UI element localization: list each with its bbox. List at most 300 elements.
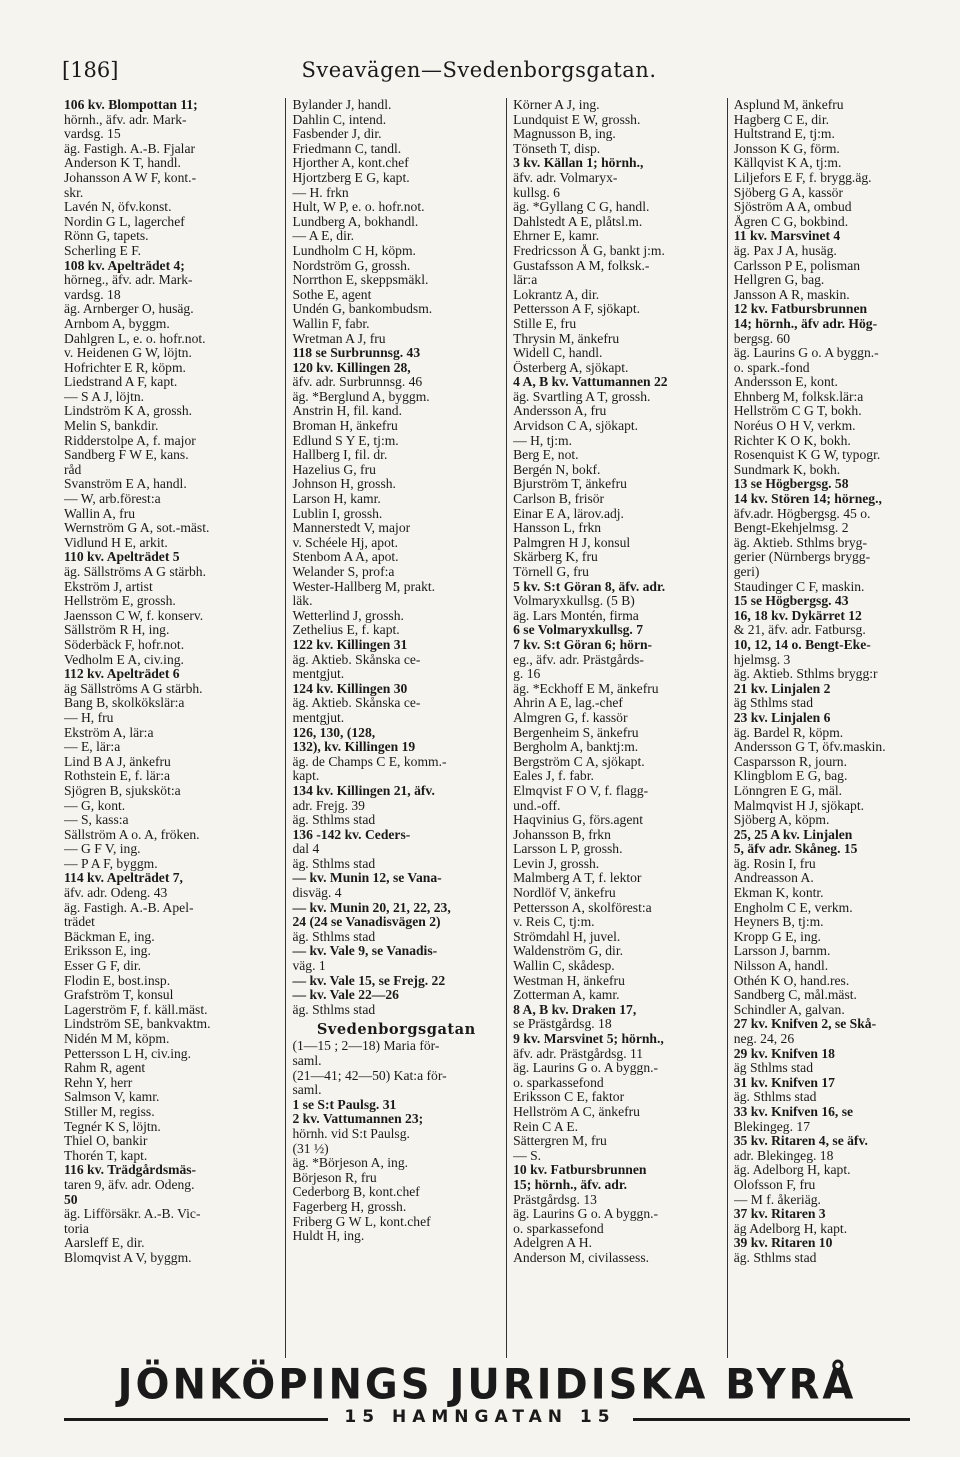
directory-line: Arnbom A, byggm.	[64, 316, 170, 331]
directory-line: & 21, äfv. adr. Fatbursg.	[733, 623, 866, 638]
directory-line: Wester-Hallberg M, prakt.	[292, 579, 436, 594]
directory-line: äg. Lifförsäkr. A.-B. Vic-	[64, 1207, 201, 1222]
directory-line: Carlsson P E, polisman	[733, 258, 861, 273]
directory-line: läk.	[292, 594, 313, 609]
directory-line: äfv. adr. Surbrunnsg. 46	[292, 375, 423, 390]
directory-line: Stille E, fru	[513, 316, 577, 331]
directory-line: Stiller M, regiss.	[64, 1104, 155, 1119]
directory-line: 124 kv. Killingen 30	[292, 681, 408, 696]
advertisement-rule-right	[633, 1418, 910, 1421]
directory-line: Salmson V, kamr.	[64, 1090, 160, 1105]
directory-line: Anstrin H, fil. kand.	[292, 404, 402, 419]
directory-line: Lundholm C H, köpm.	[292, 243, 416, 258]
directory-line: se Prästgårdsg. 18	[513, 1017, 612, 1032]
column-2-list	[292, 98, 500, 1017]
directory-line: Welander S, prof:a	[292, 565, 395, 579]
directory-line: 6 se Volmaryxkullsg. 7	[513, 623, 644, 638]
directory-line: äg. Svartling A T, grossh.	[513, 389, 651, 404]
directory-line: Pettersson L H, civ.ing.	[64, 1046, 191, 1061]
directory-line: äfv. adr. Prästgårdsg. 11	[513, 1046, 644, 1061]
directory-line: Levin J, grossh.	[513, 856, 600, 871]
advertisement-rule-left	[64, 1418, 328, 1421]
directory-line: äg. Aktieb. Sthlms brygg:r	[733, 667, 878, 682]
directory-line: Flodin E, bost.insp.	[64, 973, 171, 988]
directory-line: Lindström SE, bankvaktm.	[64, 1017, 211, 1032]
directory-line: vardsg. 18	[64, 287, 121, 302]
directory-line: Friedmann C, tandl.	[292, 141, 402, 156]
directory-line: Hazelius G, fru	[292, 462, 376, 477]
directory-line: Aarsleff E, dir.	[64, 1236, 145, 1251]
directory-line: disväg. 4	[292, 886, 342, 901]
directory-line: — kv. Munin 12, se Vana-	[292, 871, 442, 886]
directory-line: — G, kont.	[64, 798, 126, 813]
page-title: Sveavägen—Svedenborgsgatan.	[301, 58, 657, 82]
directory-line: saml.	[292, 1054, 322, 1068]
directory-line: Fasbender J, dir.	[292, 127, 382, 142]
directory-line: äg. Aktieb. Skånska ce-	[292, 696, 421, 711]
directory-line: 3 kv. Källan 1; hörnh.,	[513, 156, 644, 171]
directory-line: äg. Laurins G o. A byggn.-	[513, 1207, 659, 1222]
directory-line: Heyners B, tj:m.	[733, 915, 824, 930]
directory-line: Westman H, änkefru	[513, 973, 625, 988]
directory-line: äg. *Börjeson A, ing.	[292, 1156, 409, 1171]
directory-line: Ekström A, lär:a	[64, 725, 154, 740]
directory-line: taren 9, äfv. adr. Odeng.	[64, 1177, 195, 1192]
column-1	[64, 98, 285, 1358]
directory-line: Staudinger C F, maskin.	[733, 579, 865, 594]
directory-line: Jonsson K G, förm.	[733, 141, 840, 156]
directory-line: Andersson G T, öfv.maskin.	[733, 740, 886, 755]
directory-line: 15; hörnh., äfv. adr.	[513, 1177, 628, 1192]
directory-line: Elmqvist F O V, f. flagg-	[513, 783, 649, 798]
directory-line: hörnh. vid S:t Paulsg.	[292, 1126, 410, 1141]
directory-line: Undén G, bankombudsm.	[292, 302, 433, 317]
directory-line: toria	[64, 1221, 89, 1236]
directory-line: Klingblom E G, bag.	[733, 769, 848, 784]
directory-line: Blomqvist A V, byggm.	[64, 1250, 192, 1265]
directory-line: Ahrin A E, lag.-chef	[513, 696, 623, 711]
directory-line: — M f. åkeriäg.	[733, 1192, 821, 1207]
directory-line: Sjöberg G A, kassör	[733, 185, 843, 200]
directory-line: Melin S, bankdir.	[64, 419, 159, 434]
directory-line: Bäckman E, ing.	[64, 929, 155, 944]
directory-line: Thiel O, bankir	[64, 1134, 148, 1149]
directory-line: 8 A, B kv. Draken 17,	[513, 1002, 637, 1017]
directory-line: Carlson B, frisör	[513, 492, 605, 507]
directory-line: Eales J, f. fabr.	[513, 769, 594, 784]
directory-line: äg. Sthlms stad	[292, 1002, 376, 1017]
directory-line: äg. de Champs C E, komm.-	[292, 754, 447, 769]
directory-line: Svanström E A, handl.	[64, 477, 187, 492]
directory-line: 16, 18 kv. Dykärret 12	[733, 608, 862, 623]
directory-line: dal 4	[292, 842, 320, 857]
directory-line: Börjeson R, fru	[292, 1170, 377, 1185]
directory-line: g. 16	[513, 667, 541, 682]
directory-line: Hellgren G, bag.	[733, 273, 825, 288]
advertisement-address: 15 HAMNGATAN 15	[344, 1407, 616, 1427]
directory-line: 11 kv. Marsvinet 4	[733, 229, 841, 244]
directory-line: 21 kv. Linjalen 2	[733, 681, 831, 696]
column-2	[285, 98, 506, 1358]
directory-line: Dahlgren L, e. o. hofr.not.	[64, 331, 206, 346]
page-header	[62, 58, 896, 86]
directory-line: 5, äfv adr. Skåneg. 15	[733, 842, 858, 857]
directory-line: Gustafsson A M, folksk.-	[513, 258, 650, 273]
directory-line: — A E, dir.	[292, 229, 355, 244]
directory-line: 5 kv. S:t Göran 8, äfv. adr.	[513, 579, 666, 594]
directory-line: Körner A J, ing.	[513, 98, 600, 112]
directory-line: Sättergren M, fru	[513, 1134, 607, 1149]
directory-line: Larsson J, barnm.	[733, 944, 831, 959]
directory-line: äg. Sthlms stad	[292, 813, 376, 828]
directory-line: Arvidson C A, sjökapt.	[513, 419, 639, 434]
directory-line: 2 kv. Vattumannen 23;	[292, 1112, 424, 1127]
directory-line: Zotterman A, kamr.	[513, 988, 620, 1003]
directory-line: Volmaryxkullsg. (5 B)	[513, 594, 635, 609]
directory-line: 13 se Högbergsg. 58	[733, 477, 849, 492]
directory-line: Jansson A R, maskin.	[733, 287, 850, 302]
directory-line: Richter K O K, bokh.	[733, 433, 851, 448]
directory-line: Bengt-Ekehjelmsg. 2	[733, 521, 849, 536]
directory-line: saml.	[292, 1083, 322, 1098]
directory-line: Noréus O H V, verkm.	[733, 419, 856, 434]
directory-line: adr. Frejg. 39	[292, 798, 365, 813]
directory-line: Larsson L P, grossh.	[513, 842, 623, 857]
directory-line: Nidén M M, köpm.	[64, 1032, 170, 1046]
directory-line: Hjortzberg E G, kapt.	[292, 170, 410, 185]
directory-line: Eriksson C E, faktor	[513, 1090, 625, 1105]
directory-line: 4 A, B kv. Vattumannen 22	[513, 375, 668, 390]
directory-line: Pettersson A F, sjökapt.	[513, 302, 641, 317]
directory-line: Rein C A E.	[513, 1119, 579, 1134]
directory-line: Fredricsson Å G, bankt j:m.	[513, 243, 665, 258]
column-2-after-list	[292, 1039, 500, 1243]
directory-line: Scherling E F.	[64, 243, 142, 258]
directory-line: Thorén T, kapt.	[64, 1148, 148, 1163]
directory-line: Andersson E, kont.	[733, 375, 838, 390]
directory-line: Pettersson A, skolförest:a	[513, 900, 652, 915]
directory-line: Kropp G E, ing.	[733, 929, 821, 944]
directory-line: eg., äfv. adr. Prästgårds-	[513, 652, 644, 667]
directory-line: 1 se S:t Paulsg. 31	[292, 1097, 397, 1112]
directory-line: Ågren C G, bokbind.	[733, 214, 849, 229]
directory-line: — E, lär:a	[64, 740, 121, 755]
directory-line: Johansson B, frkn	[513, 827, 611, 842]
directory-line: äg. Sällströms A G stärbh.	[64, 565, 206, 579]
directory-line: trädet	[64, 915, 95, 930]
directory-line: v. Reis C, tj:m.	[513, 915, 595, 930]
directory-line: Einar E A, lärov.adj.	[513, 506, 624, 521]
directory-line: äg. Adelborg H, kapt.	[733, 1163, 851, 1178]
directory-line: Malmqvist H J, sjökapt.	[733, 798, 864, 813]
directory-line: Esser G F, dir.	[64, 959, 142, 974]
directory-line: — W, arb.förest:a	[64, 492, 161, 507]
directory-line: v. Heidenen G W, löjtn.	[64, 346, 192, 361]
directory-line: Almgren G, f. kassör	[513, 710, 628, 725]
directory-line: Lundquist E W, grossh.	[513, 112, 641, 127]
directory-line: Stenbom A A, apot.	[292, 550, 399, 565]
directory-line: Hult, W P, e. o. hofr.not.	[292, 200, 425, 215]
directory-line: vardsg. 15	[64, 127, 121, 142]
directory-line: råd	[64, 462, 82, 477]
directory-line: skr.	[64, 185, 84, 200]
directory-line: äg. Laurins G o. A byggn.-	[513, 1061, 659, 1076]
directory-line: 118 se Surbrunnsg. 43	[292, 346, 421, 361]
directory-line: Lublin I, grossh.	[292, 506, 383, 521]
directory-line: äg. *Gyllang C G, handl.	[513, 200, 650, 215]
column-3	[506, 98, 727, 1358]
directory-line: gerier (Nürnbergs brygg-	[733, 550, 871, 565]
directory-line: Lundberg A, bokhandl.	[292, 214, 419, 229]
directory-line: äfv.adr. Högbergsg. 45 o.	[733, 506, 871, 521]
directory-line: hjelmsg. 3	[733, 652, 791, 667]
directory-line: o. sparkassefond	[513, 1221, 604, 1236]
directory-line: äfv. adr. Odeng. 43	[64, 886, 168, 901]
directory-line: Waldenström G, dir.	[513, 944, 623, 959]
directory-line: — kv. Munin 20, 21, 22, 23,	[292, 900, 451, 915]
directory-line: 116 kv. Trädgårdsmäs-	[64, 1163, 197, 1178]
directory-line: (21—41; 42—50) Kat:a för-	[292, 1068, 447, 1083]
directory-line: 106 kv. Blompottan 11;	[64, 98, 198, 112]
directory-line: äg. Aktieb. Skånska ce-	[292, 652, 421, 667]
directory-line: Anderson K T, handl.	[64, 156, 181, 171]
directory-columns	[64, 98, 910, 1358]
directory-line: äg. Sthlms stad	[292, 929, 376, 944]
directory-line: Strömdahl H, juvel.	[513, 929, 621, 944]
directory-line: — H, tj:m.	[513, 433, 573, 448]
directory-line: äg. Rosin I, fru	[733, 856, 816, 871]
directory-line: Ekström J, artist	[64, 579, 153, 594]
directory-line: 126, 130, (128,	[292, 725, 376, 740]
directory-line: 27 kv. Knifven 2, se Skå-	[733, 1017, 877, 1032]
directory-line: väg. 1	[292, 959, 326, 974]
directory-line: 132), kv. Killingen 19	[292, 740, 416, 755]
directory-line: Sällström A o. A, fröken.	[64, 827, 200, 842]
directory-line: Lavén N, öfv.konst.	[64, 200, 172, 215]
directory-line: Johnson H, grossh.	[292, 477, 396, 492]
directory-line: 134 kv. Killingen 21, äfv.	[292, 783, 435, 798]
directory-line: (31 ½)	[292, 1141, 329, 1156]
directory-line: Zethelius E, f. kapt.	[292, 623, 400, 638]
directory-line: 7 kv. S:t Göran 6; hörn-	[513, 637, 653, 652]
advertisement-title: JÖNKÖPINGS JURIDISKA BYRÅ	[117, 1360, 857, 1410]
directory-line: bergsg. 60	[733, 331, 791, 346]
directory-line: Bergström C A, sjökapt.	[513, 754, 645, 769]
directory-line: 110 kv. Apelträdet 5	[64, 550, 180, 565]
directory-line: 9 kv. Marsvinet 5; hörnh.,	[513, 1032, 664, 1046]
directory-line: adr. Blekingeg. 18	[733, 1148, 834, 1163]
directory-line: Asplund M, änkefru	[733, 98, 844, 112]
directory-line: äg Adelborg H, kapt.	[733, 1221, 848, 1236]
directory-line: neg. 24, 26	[733, 1032, 795, 1046]
directory-line: und.-off.	[513, 798, 561, 813]
directory-line: Ridderstolpe A, f. major	[64, 433, 196, 448]
directory-line: Bergenheim S, änkefru	[513, 725, 639, 740]
directory-line: Hagberg C E, dir.	[733, 112, 829, 127]
directory-line: Hofrichter E R, köpm.	[64, 360, 186, 375]
directory-line: Cederborg B, kont.chef	[292, 1185, 420, 1200]
directory-line: Hellström C G T, bokh.	[733, 404, 862, 419]
directory-line: Nordlöf V, änkefru	[513, 886, 616, 901]
directory-line: äg Sällströms A G stärbh.	[64, 681, 203, 696]
directory-line: 29 kv. Knifven 18	[733, 1046, 835, 1061]
directory-line: 12 kv. Fatbursbrunnen	[733, 302, 868, 317]
directory-line: Lokrantz A, dir.	[513, 287, 600, 302]
directory-line: o. spark.-fond	[733, 360, 810, 375]
directory-line: Sjögren B, sjuksköt:a	[64, 783, 181, 798]
directory-line: Dahlstedt A E, plåtsl.m.	[513, 214, 643, 229]
directory-line: Sjöberg A, köpm.	[733, 813, 830, 828]
directory-line: Ehnberg M, folksk.lär:a	[733, 389, 864, 404]
directory-line: Andreasson A.	[733, 871, 814, 886]
directory-line: Hjorther A, kont.chef	[292, 156, 409, 171]
directory-line: Wallin C, skådesp.	[513, 959, 615, 974]
street-heading: Svedenborgsgatan	[316, 1021, 476, 1039]
directory-line: Rahm R, agent	[64, 1061, 146, 1076]
directory-line: mentgjut.	[292, 710, 345, 725]
directory-line: Liljefors E F, f. brygg.äg.	[733, 170, 872, 185]
directory-line: kapt.	[292, 769, 320, 784]
directory-line: Wallin F, fabr.	[292, 316, 370, 331]
directory-line: Söderbäck F, hofr.not.	[64, 637, 185, 652]
directory-line: 23 kv. Linjalen 6	[733, 710, 831, 725]
directory-line: Sundmark K, bokh.	[733, 462, 841, 477]
directory-line: Friberg G W L, kont.chef	[292, 1214, 431, 1229]
directory-line: Törnell G, fru	[513, 565, 589, 579]
directory-line: — kv. Vale 9, se Vanadis-	[292, 944, 438, 959]
directory-line: Rothstein E, f. lär:a	[64, 769, 171, 784]
directory-line: Berg E, not.	[513, 448, 579, 463]
directory-line: — S A J, löjtn.	[64, 389, 145, 404]
directory-line: Huldt H, ing.	[292, 1229, 365, 1244]
directory-line: — H, fru	[64, 710, 114, 725]
directory-line: Nordin G L, lagerchef	[64, 214, 185, 229]
directory-line: Adelgren A H.	[513, 1236, 593, 1251]
directory-line: Lindström K A, grossh.	[64, 404, 193, 419]
directory-line: äg. Fastigh. A.-B. Fjalar	[64, 141, 196, 156]
directory-line: 108 kv. Apelträdet 4;	[64, 258, 185, 273]
directory-line: Sällström R H, ing.	[64, 623, 170, 638]
directory-line: 120 kv. Killingen 28,	[292, 360, 411, 375]
directory-line: äg. Sthlms stad	[292, 856, 376, 871]
directory-line: äg. Pax J A, husäg.	[733, 243, 837, 258]
directory-line: Wetterlind J, grossh.	[292, 608, 404, 623]
directory-line: Lagerström F, f. käll.mäst.	[64, 1002, 208, 1017]
directory-line: mentgjut.	[292, 667, 345, 682]
directory-line: Rönn G, tapets.	[64, 229, 149, 244]
directory-line: 14; hörnh., äfv adr. Hög-	[733, 316, 878, 331]
directory-line: äg. Aktieb. Sthlms bryg-	[733, 535, 868, 550]
directory-line: Blekingeg. 17	[733, 1119, 810, 1134]
directory-line: hörnh., äfv. adr. Mark-	[64, 112, 187, 127]
directory-line: Olofsson F, fru	[733, 1177, 816, 1192]
directory-line: Grafström T, konsul	[64, 988, 174, 1003]
directory-line: Prästgårdsg. 13	[513, 1192, 597, 1207]
directory-line: 114 kv. Apelträdet 7,	[64, 871, 183, 886]
directory-line: — H. frkn	[292, 185, 349, 200]
directory-line: 39 kv. Ritaren 10	[733, 1236, 833, 1251]
directory-line: 35 kv. Ritaren 4, se äfv.	[733, 1134, 868, 1149]
directory-line: 31 kv. Knifven 17	[733, 1075, 835, 1090]
directory-line: 136 -142 kv. Ceders-	[292, 827, 411, 842]
directory-line: — kv. Vale 22—26	[292, 988, 399, 1003]
directory-line: Rosenquist K G W, typogr.	[733, 448, 881, 463]
directory-line: Källqvist K A, tj:m.	[733, 156, 842, 171]
directory-line: Ekman K, kontr.	[733, 886, 824, 901]
directory-line: Hansson L, frkn	[513, 521, 602, 536]
directory-line: Skärberg K, fru	[513, 550, 598, 565]
directory-line: äg Sthlms stad	[733, 1061, 814, 1076]
directory-line: Bylander J, handl.	[292, 98, 392, 112]
directory-line: Bjurström T, änkefru	[513, 477, 627, 492]
directory-line: Nilsson A, handl.	[733, 959, 829, 974]
directory-line: 10, 12, 14 o. Bengt-Eke-	[733, 637, 871, 652]
directory-line: Andersson A, fru	[513, 404, 607, 419]
directory-line: Haqvinius G, förs.agent	[513, 813, 643, 828]
directory-line: äg. Arnberger O, husäg.	[64, 302, 194, 317]
directory-line: Hellström A C, änkefru	[513, 1104, 640, 1119]
directory-line: Mannerstedt V, major	[292, 521, 411, 536]
directory-line: äg. *Berglund A, byggm.	[292, 389, 430, 404]
directory-line: Bergén N, bokf.	[513, 462, 601, 477]
directory-line: Tönseth T, disp.	[513, 141, 601, 156]
directory-line: — P A F, byggm.	[64, 856, 158, 871]
directory-line: Palmgren H J, konsul	[513, 535, 631, 550]
directory-line: Nordström G, grossh.	[292, 258, 411, 273]
directory-line: äg. *Eckhoff E M, änkefru	[513, 681, 659, 696]
directory-line: Edlund S Y E, tj:m.	[292, 433, 399, 448]
directory-line: Wallin A, fru	[64, 506, 136, 521]
directory-line: Anderson M, civilassess.	[513, 1250, 650, 1265]
directory-line: Jaensson C W, f. konserv.	[64, 608, 204, 623]
directory-line: 112 kv. Apelträdet 6	[64, 667, 180, 682]
directory-line: Rehn Y, herr	[64, 1075, 133, 1090]
directory-line: Larson H, kamr.	[292, 492, 381, 507]
directory-line: Schindler A, galvan.	[733, 1002, 845, 1017]
directory-line: Engholm C E, verkm.	[733, 900, 853, 915]
page-number: [186]	[62, 58, 119, 82]
directory-line: Vidlund H E, arkit.	[64, 535, 168, 550]
directory-line: 50	[64, 1192, 78, 1207]
directory-line: Widell C, handl.	[513, 346, 603, 361]
column-4	[727, 98, 910, 1358]
directory-line: äg. Fastigh. A.-B. Apel-	[64, 900, 194, 915]
directory-line: v. Schéele Hj, apot.	[292, 535, 399, 550]
directory-line: äfv. adr. Volmaryx-	[513, 170, 618, 185]
directory-line: äg. Bardel R, köpm.	[733, 725, 844, 740]
directory-line: Othén K O, hand.res.	[733, 973, 850, 988]
directory-line: — G F V, ing.	[64, 842, 141, 857]
directory-line: 24 (24 se Vanadisvägen 2)	[292, 915, 441, 930]
directory-line: geri)	[733, 565, 760, 579]
directory-line: Liedstrand A F, kapt.	[64, 375, 178, 390]
directory-line: äg Sthlms stad	[733, 696, 814, 711]
directory-line: 10 kv. Fatbursbrunnen	[513, 1163, 647, 1178]
directory-line: — kv. Vale 15, se Frejg. 22	[292, 973, 446, 988]
directory-line: 33 kv. Knifven 16, se	[733, 1104, 854, 1119]
directory-line: 122 kv. Killingen 31	[292, 637, 408, 652]
directory-line: Österberg A, sjökapt.	[513, 360, 629, 375]
directory-line: Magnusson B, ing.	[513, 127, 616, 142]
directory-line: hörneg., äfv. adr. Mark-	[64, 273, 193, 288]
directory-line: Johansson A W F, kont.-	[64, 170, 197, 185]
directory-line: äg. Lars Montén, firma	[513, 608, 639, 623]
directory-line: Sothe E, agent	[292, 287, 372, 302]
directory-line: Sjöström A A, ombud	[733, 200, 852, 215]
directory-line: kullsg. 6	[513, 185, 560, 200]
directory-line: Bergholm A, banktj:m.	[513, 740, 639, 755]
directory-line: Tegnér K S, löjtn.	[64, 1119, 161, 1134]
